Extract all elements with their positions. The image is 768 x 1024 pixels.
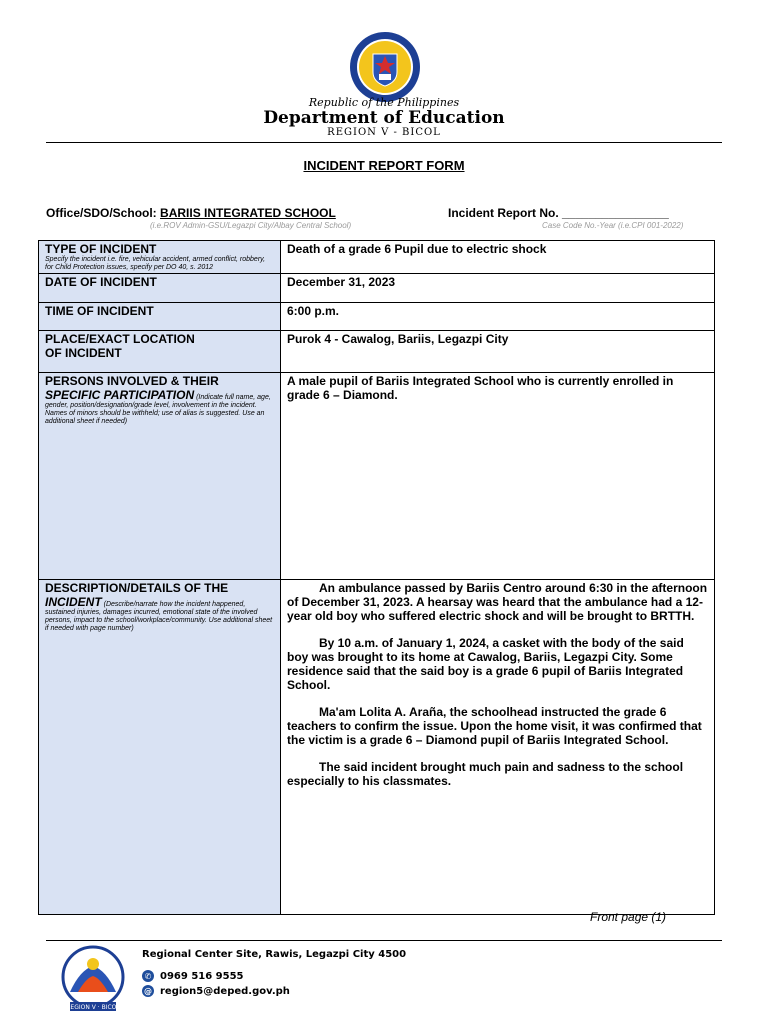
label-cell [39, 241, 281, 274]
persons-label-line2: SPECIFIC PARTICIPATION [45, 388, 195, 402]
row-description [39, 580, 715, 915]
header-region: REGION V - BICOL [327, 127, 441, 138]
time-value: 6:00 p.m. [281, 303, 715, 331]
desc-label-wrap [45, 595, 274, 633]
desc-label-line2: INCIDENT [45, 595, 102, 609]
place-label-line2: OF INCIDENT [45, 346, 122, 360]
incident-form-table [38, 240, 715, 915]
footer-address: Regional Center Site, Rawis, Legazpi City 4500 [142, 949, 407, 960]
place-value: Purok 4 - Cawalog, Bariis, Legazpi City [281, 331, 715, 373]
header-republic: Republic of the Philippines [308, 96, 460, 109]
office-label: Office/SDO/School: [46, 206, 157, 220]
time-label: TIME OF INCIDENT [45, 304, 154, 318]
deped-seal [348, 30, 422, 104]
footer-email [142, 985, 290, 997]
desc-paragraph: The said incident brought much pain and sadness to the school especially to his classmates. [287, 760, 684, 788]
office-line [46, 206, 336, 220]
row-type [39, 241, 715, 274]
type-label: TYPE OF INCIDENT [45, 242, 157, 256]
row-date [39, 274, 715, 303]
desc-note: (Describe/narrate how the incident happened, sustained injuries, damages incurred, emotional state of the involved persons, impact to the school/workplace/community. Use additional sheet if needed with page number) [45, 601, 273, 632]
desc-label-line1: DESCRIPTION/DETAILS OF THE [45, 581, 229, 595]
type-value: Death of a grade 6 Pupil due to electric shock [281, 241, 715, 274]
persons-label-line1: PERSONS INVOLVED & THEIR [45, 374, 219, 388]
footer-logo-sub: REGION V · BICOL [66, 1004, 120, 1011]
description-value [281, 580, 715, 915]
label-cell [39, 303, 281, 331]
persons-value: A male pupil of Bariis Integrated School who is currently enrolled in grade 6 – Diamond. [281, 373, 715, 580]
date-label: DATE OF INCIDENT [45, 275, 157, 289]
form-title: INCIDENT REPORT FORM [303, 158, 465, 173]
label-cell [39, 373, 281, 580]
label-cell [39, 331, 281, 373]
row-time [39, 303, 715, 331]
office-hint: (i.e.ROV Admin-GSU/Legazpi City/Albay Central School) [150, 221, 352, 230]
page-label: Front page (1) [590, 910, 667, 924]
header-department: Department of Education [263, 108, 505, 128]
email-icon: @ [144, 986, 152, 996]
phone-number: 0969 516 9555 [160, 970, 244, 982]
date-value: December 31, 2023 [281, 274, 715, 303]
desc-paragraph: By 10 a.m. of January 1, 2024, a casket with the body of the said boy was brought to its home at Cawalog, Bariis, Legazpi City. Some residence said that the said boy is a grade 6 pupil of Bariis Integrated School. [287, 636, 684, 692]
desc-paragraph: An ambulance passed by Bariis Centro around 6:30 in the afternoon of December 31, 2023. A hearsay was heard that the ambulance had a 12-year old boy who suffered electric shock and will be brought to BRTTH. [287, 581, 708, 623]
label-cell [39, 274, 281, 303]
row-persons [39, 373, 715, 580]
label-cell [39, 580, 281, 915]
row-place [39, 331, 715, 373]
deped-region-logo [56, 944, 130, 1018]
place-label-line1: PLACE/EXACT LOCATION [45, 332, 195, 346]
incident-report-no: Incident Report No. ________________ [448, 206, 669, 220]
footer-divider [46, 940, 722, 941]
desc-paragraph: Ma'am Lolita A. Araña, the schoolhead instructed the grade 6 teachers to confirm the issue. Upon the home visit, it was confirmed that the victim is a grade 6 – Diamond pupil of Bariis Integrated School. [287, 705, 702, 747]
email-address: region5@deped.gov.ph [160, 985, 290, 997]
report-no-hint: Case Code No.-Year (i.e.CPI 001-2022) [542, 221, 684, 230]
type-note: Specify the incident i.e. fire, vehicular accident, armed conflict, robbery, for Child Protection issues, specify per DO 40, s. 2012 [45, 256, 266, 271]
persons-note: (Indicate full name, age, gender, position/designation/grade level, involvement in the incident. Names of minors should be withheld; use of alias is suggested. Use an additional sheet if needed) [45, 394, 271, 425]
header-divider [46, 142, 722, 143]
office-value: BARIIS INTEGRATED SCHOOL [160, 206, 336, 220]
viber-icon: ✆ [142, 970, 154, 982]
footer-phone [142, 970, 244, 982]
persons-label-wrap [45, 388, 274, 426]
